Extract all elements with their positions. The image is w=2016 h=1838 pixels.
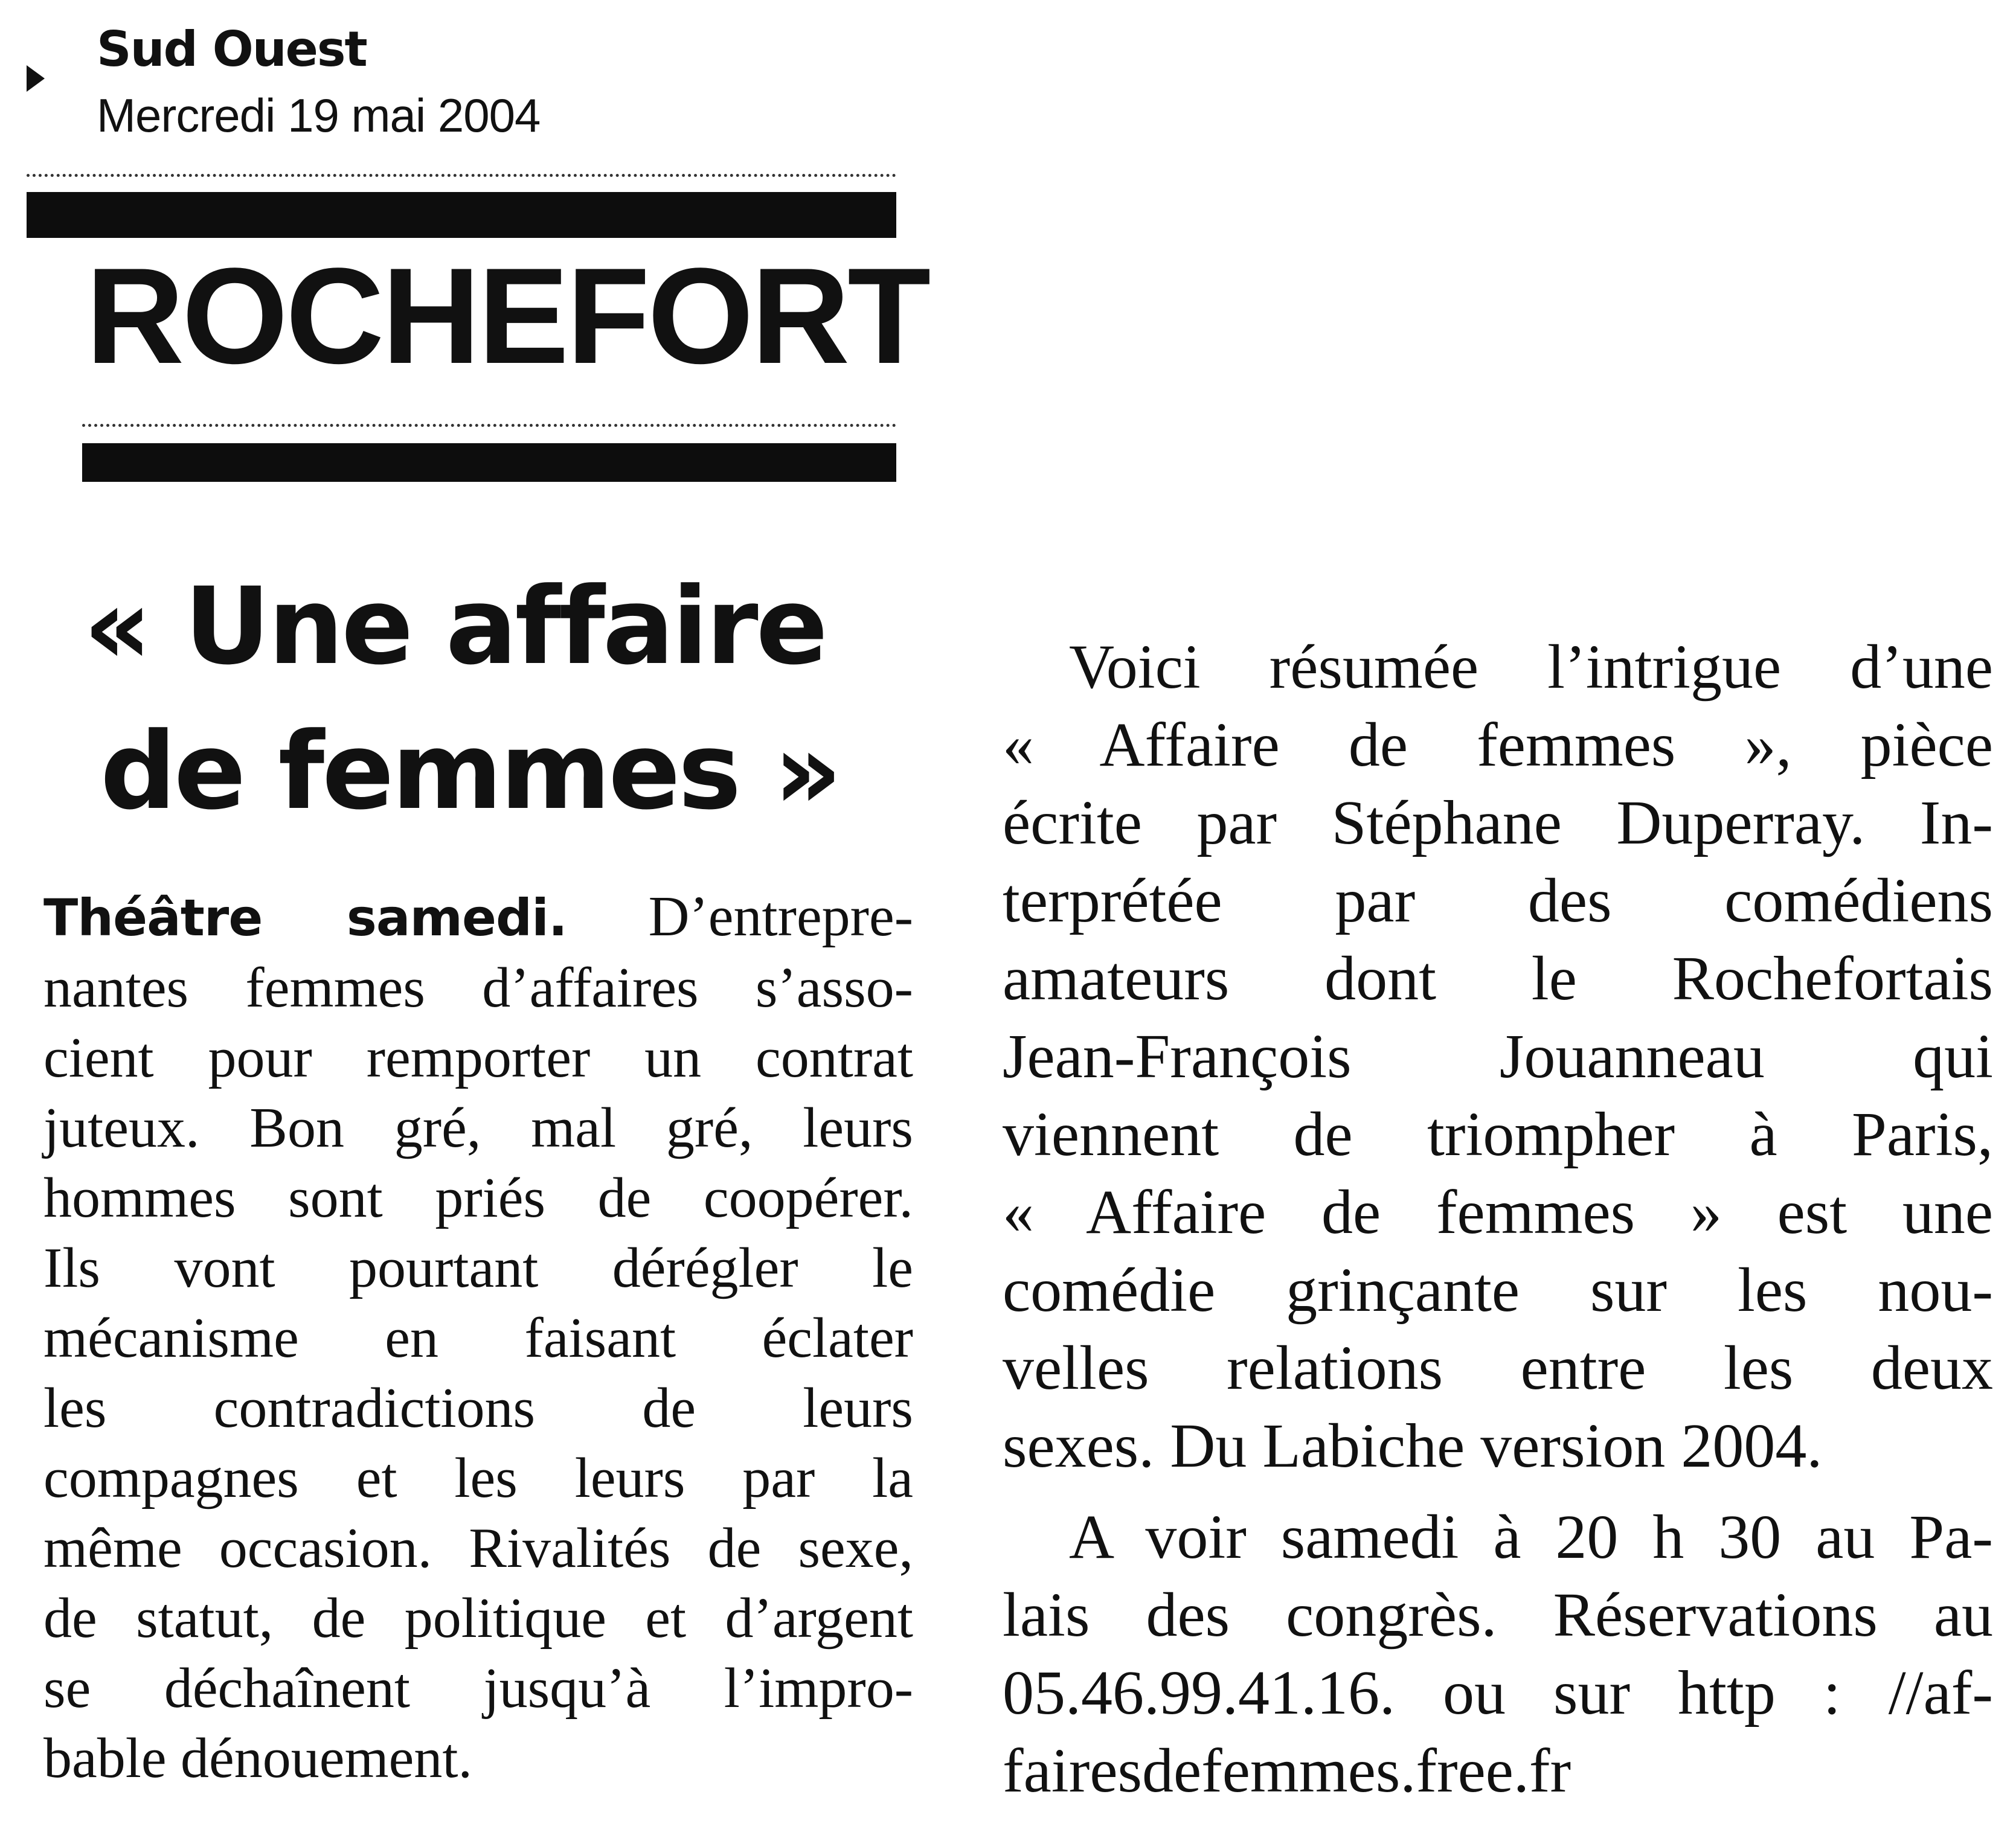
right-line: écrite par Stéphane Duperray. In- bbox=[1003, 788, 1993, 857]
right-line: terprétée par des comédiens bbox=[1003, 866, 1993, 935]
right-line: 05.46.99.41.16. ou sur http : //af- bbox=[1003, 1658, 1993, 1728]
left-line: hommes sont priés de coopérer. bbox=[43, 1167, 913, 1229]
bottom-dotted-rule bbox=[82, 424, 896, 427]
right-column bbox=[1003, 628, 1993, 1810]
right-line: Jean-François Jouanneau qui bbox=[1003, 1022, 1993, 1091]
left-line: Théâtre samedi. D’entrepre- bbox=[43, 885, 914, 948]
right-line: « Affaire de femmes », pièce bbox=[1003, 710, 1993, 780]
right-line: velles relations entre les deux bbox=[1003, 1333, 1993, 1403]
publication-date: Mercredi 19 mai 2004 bbox=[97, 89, 541, 142]
left-line: les contradictions de leurs bbox=[43, 1377, 913, 1439]
right-line: fairesdefemmes.free.fr bbox=[1003, 1736, 1571, 1805]
left-line: compagnes et les leurs par la bbox=[43, 1447, 913, 1510]
left-line: bable dénouement. bbox=[43, 1727, 472, 1790]
right-line: viennent de triompher à Paris, bbox=[1003, 1100, 1993, 1169]
left-line: cient pour remporter un contrat bbox=[43, 1026, 913, 1089]
section-title: ROCHEFORT bbox=[86, 239, 929, 392]
left-column bbox=[43, 882, 913, 1793]
headline-line-2: de femmes » bbox=[100, 709, 840, 833]
newspaper-name: Sud Ouest bbox=[97, 21, 367, 77]
left-line: même occasion. Rivalités de sexe, bbox=[43, 1517, 913, 1580]
bottom-thick-bar bbox=[82, 443, 896, 482]
left-line: nantes femmes d’affaires s’asso- bbox=[43, 956, 913, 1019]
right-line: lais des congrès. Réservations au bbox=[1003, 1580, 1993, 1650]
left-line: juteux. Bon gré, mal gré, leurs bbox=[43, 1097, 913, 1159]
top-dotted-rule bbox=[27, 174, 896, 177]
left-line: se déchaînent jusqu’à l’impro- bbox=[43, 1657, 913, 1720]
left-line: Ils vont pourtant dérégler le bbox=[43, 1237, 913, 1299]
right-line: sexes. Du Labiche version 2004. bbox=[1003, 1411, 1823, 1481]
left-line: mécanisme en faisant éclater bbox=[43, 1307, 913, 1369]
arrow-icon bbox=[27, 65, 45, 92]
right-line: comédie grinçante sur les nou- bbox=[1003, 1255, 1993, 1325]
headline-line-1: « Une affaire bbox=[83, 565, 826, 688]
left-line: de statut, de politique et d’argent bbox=[43, 1587, 913, 1650]
right-line: amateurs dont le Rochefortais bbox=[1003, 944, 1993, 1013]
lead-label: Théâtre samedi. bbox=[43, 888, 567, 947]
top-thick-bar bbox=[27, 192, 896, 238]
right-line: A voir samedi à 20 h 30 au Pa- bbox=[1069, 1502, 1993, 1572]
right-line: « Affaire de femmes » est une bbox=[1003, 1177, 1993, 1247]
right-line: Voici résumée l’intrigue d’une bbox=[1069, 632, 1993, 702]
